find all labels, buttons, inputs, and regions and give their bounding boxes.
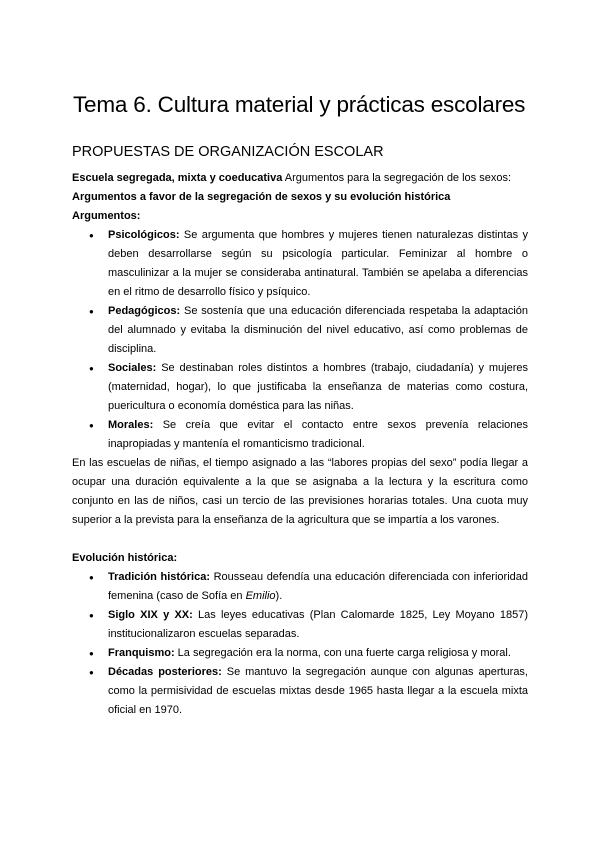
- list-item: [72, 226, 528, 302]
- argumentos-list: [72, 226, 528, 454]
- list-item: [72, 663, 528, 720]
- item-text: Se destinaban roles distintos a hombres (trabajo, ciudadanía) y mujeres (maternidad, hogar), lo que justificaba la enseñanza de materias como costura, puericultura o economía doméstica para las niñas.: [108, 362, 528, 412]
- item-text: Se argumenta que hombres y mujeres tienen naturalezas distintas y deben desarrollarse según su psicología particular. Feminizar al hombre o masculinizar a la mujer se consideraba antinatural. También se apelaba a diferencias en el ritmo de desarrollo físico y psíquico.: [108, 229, 528, 298]
- item-text: Se mantuvo la segregación aunque con algunas aperturas, como la permisividad de escuelas mixtas desde 1965 hasta llegar a la escuela mixta oficial en 1970.: [108, 666, 528, 716]
- item-italic-title: Emilio: [245, 590, 276, 602]
- page-title: Tema 6. Cultura material y prácticas escolares: [73, 92, 526, 117]
- bullet-icon: ●: [89, 364, 94, 373]
- list-item: [72, 644, 528, 663]
- intro-line: [72, 169, 528, 188]
- bullet-icon: ●: [89, 421, 94, 430]
- item-label: Tradición histórica:: [108, 571, 210, 583]
- item-label: Morales:: [108, 419, 154, 431]
- item-label: Sociales:: [108, 362, 157, 374]
- list-item: [72, 568, 528, 606]
- item-text: Las leyes educativas (Plan Calomarde 1825, Ley Moyano 1857) institucionalizaron escuelas separadas.: [108, 609, 528, 640]
- item-label: Psicológicos:: [108, 229, 180, 241]
- bullet-icon: ●: [89, 307, 94, 316]
- item-text: Se sostenía que una educación diferenciada respetaba la adaptación del alumnado y evitaba la disminución del nivel educativo, así como problemas de disciplina.: [108, 305, 528, 355]
- item-label: Pedagógicos:: [108, 305, 181, 317]
- intro-bold: Escuela segregada, mixta y coeducativa: [72, 172, 283, 184]
- list-item: [72, 416, 528, 454]
- item-text: Rousseau defendía una educación diferenciada con inferioridad femenina (caso de Sofía en: [108, 571, 528, 602]
- evolucion-list: [72, 568, 528, 720]
- list-item: [72, 359, 528, 416]
- list-item: [72, 606, 528, 644]
- bullet-icon: ●: [89, 649, 94, 658]
- document-content: [72, 90, 528, 720]
- subheading-argumentos: Argumentos:: [72, 210, 141, 222]
- item-label: Siglo XIX y XX:: [108, 609, 193, 621]
- evolucion-heading: Evolución histórica:: [72, 552, 178, 564]
- list-item: [72, 302, 528, 359]
- section-heading: PROPUESTAS DE ORGANIZACIÓN ESCOLAR: [72, 144, 384, 160]
- spacer: [72, 530, 528, 549]
- item-text: La segregación era la norma, con una fuerte carga religiosa y moral.: [174, 647, 511, 659]
- item-text: Se creía que evitar el contacto entre sexos prevenía relaciones inapropiadas y mantenía el romanticismo tradicional.: [108, 419, 528, 450]
- intro-rest: Argumentos para la segregación de los sexos:: [282, 172, 512, 184]
- bullet-icon: ●: [89, 668, 94, 677]
- item-label: Franquismo:: [108, 647, 175, 659]
- subheading-argumentos-favor: Argumentos a favor de la segregación de sexos y su evolución histórica: [72, 191, 451, 203]
- bullet-icon: ●: [89, 611, 94, 620]
- bullet-icon: ●: [89, 231, 94, 240]
- body-paragraph: En las escuelas de niñas, el tiempo asignado a las “labores propias del sexo” podía llegar a ocupar una duración equivalente a la que se asignaba a la lectura y la escritura como conjunto en las de niños, casi un tercio de las previsiones horarias totales. Una cuota muy superior a la prevista para la enseñanza de la agricultura que se impartía a los varones.: [72, 457, 528, 526]
- item-text-after: ).: [275, 590, 283, 602]
- item-label: Décadas posteriores:: [108, 666, 222, 678]
- bullet-icon: ●: [89, 573, 94, 582]
